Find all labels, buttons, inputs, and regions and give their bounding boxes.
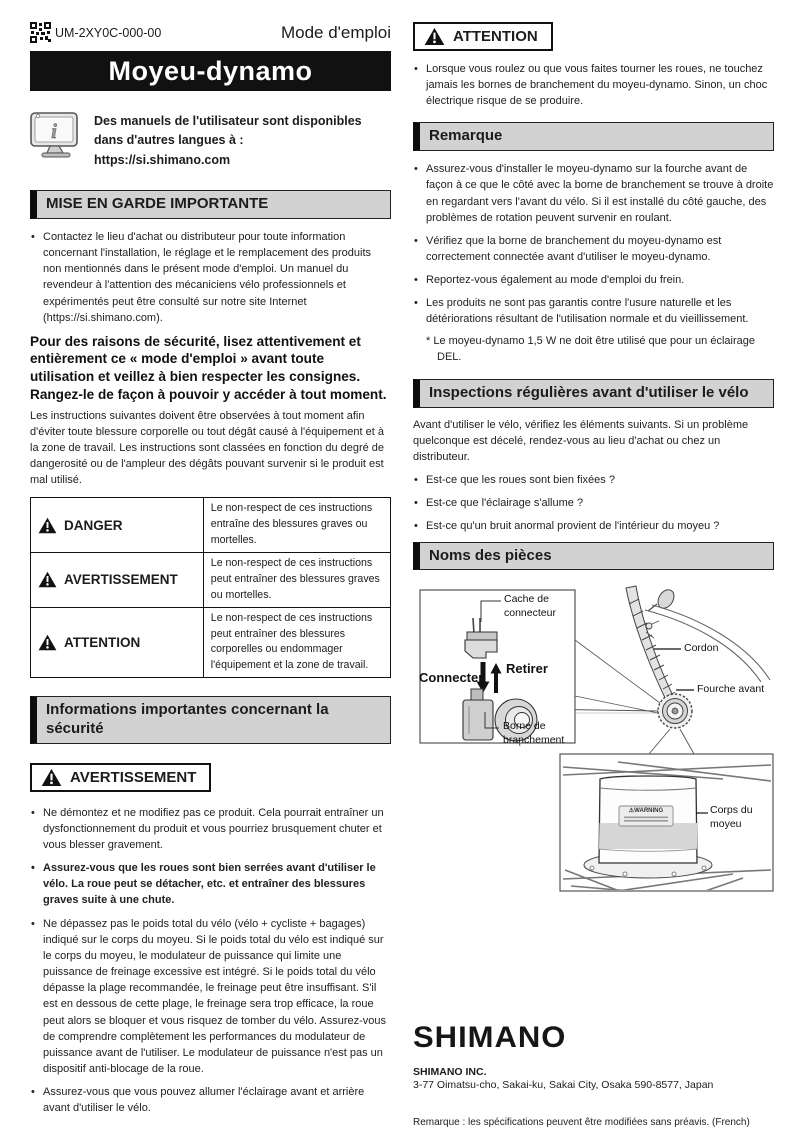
bullet-item: • Assurez-vous d'installer le moyeu-dynamo sur la fourche avant de façon à ce que le côté avec la borne de branchement se trouve à droite en regardant vers l'avant du vélo. Si il est installé du côté gauche, des problèmes de rotation peuvent survenir en roulant. [413, 161, 774, 226]
document-type: Mode d'emploi [280, 22, 391, 42]
label-cord: Cordon [684, 642, 719, 655]
remark-footnote: * Le moyeu-dynamo 1,5 W ne doit être utilisé que pour un éclairage DEL. [426, 334, 755, 363]
parts-diagram-art [413, 582, 774, 934]
document-code: UM-2XY0C-000-00 [55, 25, 162, 40]
section-header-important-warning: MISE EN GARDE IMPORTANTE [30, 190, 391, 219]
warning-triangle-icon [38, 634, 57, 651]
bullet-item: • Contactez le lieu d'achat ou distributeur pour toute information concernant l'installation, le réglage et le remplacement des produits non mentionnés dans le présent mode d'emploi. Un manuel du revendeur à l'attention des mécaniciens vélo professionnels et expérimentés peut être consulté sur notre site Internet (https://si.shimano.com). [30, 229, 391, 326]
grading-note: Les instructions suivantes doivent être observées à tout moment afin d'éviter toute blessure corporelle ou tout dégât causé à l'équipement et à la zone de travail. Les instructions sont classées en fonction du degré de dangerosité ou de l'ampleur des dégâts pouvant survenir si le produit est mal utilisé. [30, 409, 385, 487]
bullet-item: • Vérifiez que la borne de branchement du moyeu-dynamo est correctement connectée avant d'utiliser le moyeu-dynamo. [413, 233, 774, 265]
bullet-item: • Reportez-vous également au mode d'emploi du frein. [413, 272, 774, 288]
bullet-item: • Ne dépassez pas le poids total du vélo (vélo + cycliste + bagages) indiqué sur le corps du moyeu. Si le poids total du vélo est indiqué sur le corps du moyeu, le modulateur de puissance qui limite une puissance de freinage excessive est intégré. Si le poids total du vélo dépasse la plage recommandée, le freinage peut être insuffisant. S'il est en dessous de cette plage, le freinage sera trop efficace, la roue peut alors se bloquer et vous risquez de tomber du vélo. Assurez-vous de comprendre complètement les performances du modulateur de puissance avant de l'utiliser. Le modulateur de puissance n'est pas un dispositif anti-blocage de la roue. [30, 916, 391, 1078]
important-warning-list [30, 229, 391, 326]
company-name: SHIMANO INC. [413, 1066, 487, 1079]
severity-label: AVERTISSEMENT [64, 572, 178, 588]
footer-note: Remarque : les spécifications peuvent être modifiées sans préavis. (French) [413, 1117, 750, 1129]
document-header [30, 22, 391, 43]
bullet-item: • Lorsque vous roulez ou que vous faites tourner les roues, ne touchez jamais les bornes de branchement du moyeu-dynamo. Sinon, un choc électrique risque de se produire. [413, 61, 774, 109]
inspections-list [413, 472, 774, 534]
severity-text: Le non-respect de ces instructions peut entraîner des blessures corporelles ou endommager l'équipement et la zone de travail. [203, 607, 390, 678]
section-header-remark: Remarque [413, 122, 774, 151]
bullet-item: • Est-ce que les roues sont bien fixées ? [413, 472, 774, 488]
page-title: Moyeu-dynamo [108, 55, 313, 86]
bullet-item: • Est-ce que l'éclairage s'allume ? [413, 495, 774, 511]
label-remove: Retirer [506, 661, 548, 677]
svg-text:i: i [51, 119, 57, 143]
manuals-url: https://si.shimano.com [94, 152, 231, 167]
avertissement-box [30, 763, 211, 792]
warning-triangle-icon [41, 768, 62, 787]
label-connect: Connecter [419, 670, 484, 686]
bullet-item: • Assurez-vous que les roues sont bien serrées avant d'utiliser le vélo. La roue peut se détacher, etc. et entraîner des blessures graves suite à une chute. [30, 860, 391, 908]
label-connector-cover: Cache de connecteur [504, 593, 556, 619]
table-row [31, 552, 391, 607]
section-header-parts: Noms des pièces [413, 542, 774, 571]
bullet-item: • Est-ce qu'un bruit anormal provient de l'intérieur du moyeu ? [413, 518, 774, 534]
severity-text: Le non-respect de ces instructions entraîne des blessures graves ou mortelles. [203, 498, 390, 553]
other-languages-note [30, 112, 391, 170]
qr-code-icon [30, 22, 51, 43]
section-header-inspections: Inspections régulières avant d'utiliser le vélo [413, 379, 774, 408]
hub-warning-sticker: ⚠WARNING [628, 808, 664, 815]
title-banner [30, 51, 391, 91]
table-row [31, 607, 391, 678]
severity-label: ATTENTION [64, 634, 141, 650]
parts-diagram [413, 582, 774, 934]
label-hub-body: Corps du moyeu [710, 804, 753, 830]
bullet-item: • Assurez-vous que vous pouvez allumer l'éclairage avant et arrière avant d'utiliser le vélo. [30, 1084, 391, 1116]
left-column [30, 22, 391, 1128]
attention-box [413, 22, 553, 51]
warning-triangle-icon [424, 27, 445, 46]
safety-bold-paragraph: Pour des raisons de sécurité, lisez attentivement et entièrement ce « mode d'emploi » avant toute utilisation et veillez à bien respecter les consignes. Rangez-le de façon à pouvoir y accéder à tout moment. [30, 333, 387, 402]
attention-box-label: ATTENTION [453, 28, 538, 45]
warning-triangle-icon [38, 517, 57, 534]
warning-triangle-icon [38, 571, 57, 588]
bullet-item: • Les produits ne sont pas garantis contre l'usure naturelle et les détériorations résultant de l'utilisation normale et du vieillissement. [413, 295, 774, 327]
label-front-fork: Fourche avant [697, 683, 765, 696]
label-terminal: Borne de branchement [503, 720, 565, 746]
severity-text: Le non-respect de ces instructions peut entraîner des blessures graves ou mortelles. [203, 552, 390, 607]
bullet-item: • Ne démontez et ne modifiez pas ce produit. Cela pourrait entraîner un dysfonctionnement du produit et vous pourriez brusquement chuter et vous blesser gravement. [30, 805, 391, 853]
remark-list [413, 161, 774, 327]
attention-list [413, 61, 774, 109]
inspections-intro: Avant d'utiliser le vélo, vérifiez les éléments suivants. Si un problème quelconque est décelé, rendez-vous au lieu d'achat ou chez un distributeur. [413, 418, 749, 463]
severity-label: DANGER [64, 517, 123, 533]
shimano-logo: SHIMANO [413, 1020, 567, 1054]
severity-table [30, 497, 391, 678]
company-address: 3-77 Oimatsu-cho, Sakai-ku, Sakai City, Osaka 590-8577, Japan [413, 1079, 714, 1092]
safety-info-list [30, 805, 391, 1117]
section-header-safety-info: Informations importantes concernant la sécurité [30, 696, 391, 744]
info-monitor-icon [30, 112, 82, 163]
right-column [413, 22, 774, 1128]
other-languages-text: Des manuels de l'utilisateur sont disponibles dans d'autres langues à : https://si.shimano.com [94, 114, 362, 167]
table-row [31, 498, 391, 553]
avertissement-box-label: AVERTISSEMENT [70, 768, 197, 786]
